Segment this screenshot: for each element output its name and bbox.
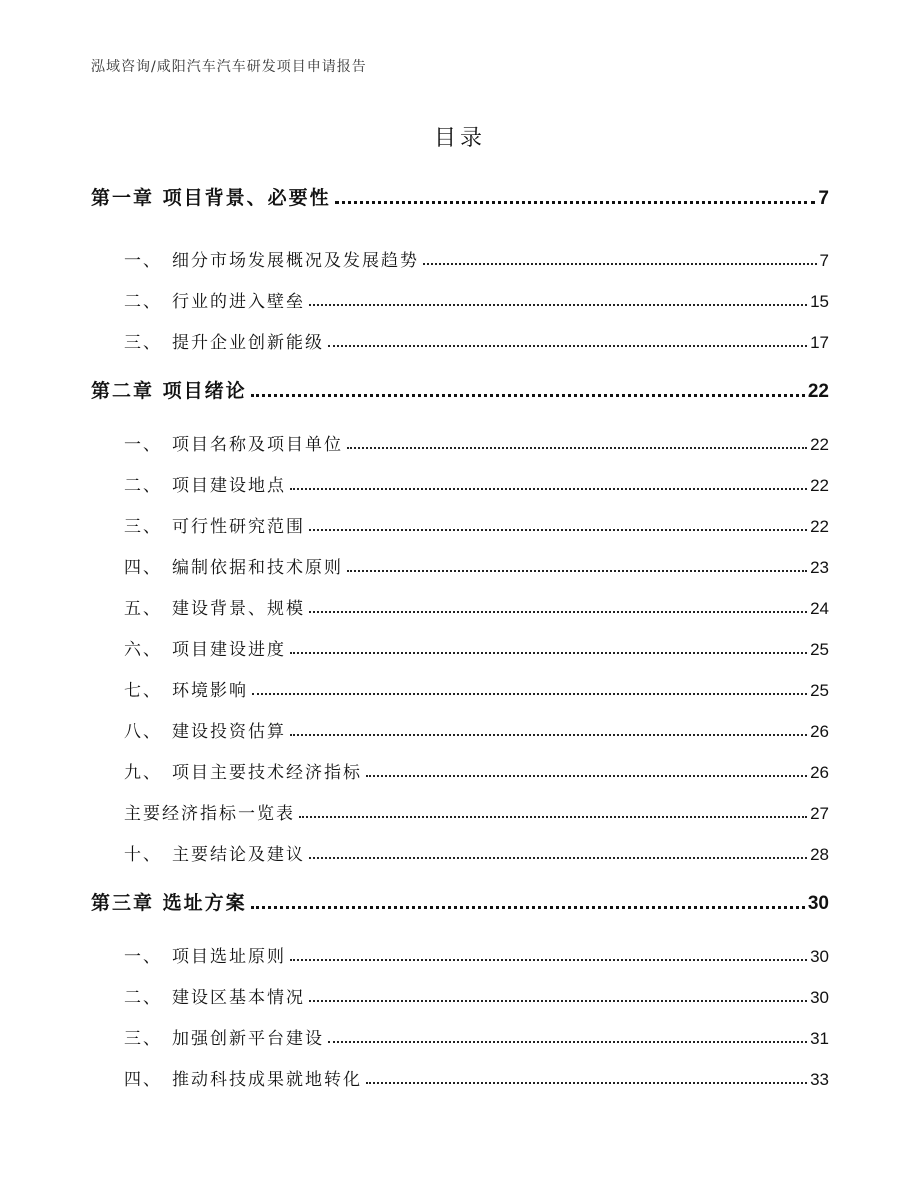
- toc-entry-number: 四、: [124, 558, 162, 578]
- toc-entry-label: [124, 512, 309, 537]
- toc-page-number: 7: [818, 188, 829, 209]
- toc-entry-text: 第三章 选址方案: [91, 892, 247, 914]
- toc-entry-label: [124, 1024, 328, 1049]
- toc-entry-text: 第一章 项目背景、必要性: [91, 187, 331, 209]
- toc-section-entry[interactable]: [124, 466, 829, 496]
- toc-page-number: 26: [810, 722, 829, 741]
- toc-entry-number: 六、: [124, 640, 162, 660]
- dot-leader: [366, 1082, 807, 1084]
- dot-leader: [251, 906, 805, 909]
- toc-entry-number: 三、: [124, 333, 162, 353]
- dot-leader: [251, 394, 805, 397]
- toc-page-number: 26: [810, 763, 829, 782]
- toc-entry-text: 项目选址原则: [172, 947, 286, 967]
- toc-page-number: 33: [810, 1070, 829, 1089]
- toc-entry-label: [124, 758, 366, 783]
- toc-section-entry[interactable]: [124, 548, 829, 578]
- dot-leader: [328, 345, 807, 347]
- toc-title: 目录: [433, 126, 486, 151]
- toc-entry-label: [124, 430, 347, 455]
- toc-entry-text: 项目名称及项目单位: [172, 435, 343, 455]
- toc-entry-text: 建设区基本情况: [172, 988, 305, 1008]
- toc-entry-label: [91, 376, 251, 403]
- toc-entry-text: 主要结论及建议: [172, 845, 305, 865]
- toc-section-entry[interactable]: [124, 1019, 829, 1049]
- toc-section-entry[interactable]: [124, 282, 829, 312]
- toc-entry-number: 二、: [124, 988, 162, 1008]
- toc-entry-label: [91, 888, 251, 915]
- toc-entry-number: 七、: [124, 681, 162, 701]
- dot-leader: [366, 775, 807, 777]
- dot-leader: [290, 734, 807, 736]
- toc-entry-text: 项目建设进度: [172, 640, 286, 660]
- toc-section-entry[interactable]: [124, 323, 829, 353]
- toc-entry-label: [124, 287, 309, 312]
- toc-entry-text: 项目主要技术经济指标: [172, 763, 362, 783]
- toc-page-number: 22: [810, 435, 829, 454]
- toc-entry-text: 建设投资估算: [172, 722, 286, 742]
- toc-entry-label: [124, 840, 309, 865]
- toc-page-number: 25: [810, 681, 829, 700]
- toc-section-entry[interactable]: [124, 241, 829, 271]
- toc-entry-label: [124, 983, 309, 1008]
- toc-page-number: 24: [810, 599, 829, 618]
- toc-section-entry[interactable]: [124, 507, 829, 537]
- toc-entry-label: [124, 246, 423, 271]
- toc-page-number: 22: [810, 476, 829, 495]
- toc-entry-text: 编制依据和技术原则: [172, 558, 343, 578]
- toc-section-entry[interactable]: [124, 712, 829, 742]
- toc-entry-label: [124, 635, 290, 660]
- dot-leader: [290, 488, 807, 490]
- toc-entry-label: [124, 471, 290, 496]
- toc-entry-number: 五、: [124, 599, 162, 619]
- toc-section-entry[interactable]: [124, 937, 829, 967]
- toc-section-entry[interactable]: [124, 630, 829, 660]
- toc-section-entry[interactable]: [124, 671, 829, 701]
- toc-entry-text: 提升企业创新能级: [172, 333, 324, 353]
- toc-entry-text: 推动科技成果就地转化: [172, 1070, 362, 1090]
- toc-entry-label: [124, 676, 252, 701]
- dot-leader: [328, 1041, 807, 1043]
- toc-page-number: 27: [810, 804, 829, 823]
- toc-entry-text: 行业的进入壁垒: [172, 292, 305, 312]
- toc-entry-text: 主要经济指标一览表: [124, 804, 295, 824]
- toc-page-number: 28: [810, 845, 829, 864]
- toc-entry-label: [91, 183, 335, 210]
- toc-page-number: 30: [810, 947, 829, 966]
- toc-section-entry[interactable]: [124, 425, 829, 455]
- toc-chapter-entry[interactable]: [91, 373, 829, 403]
- dot-leader: [299, 816, 807, 818]
- toc-entry-number: 一、: [124, 251, 162, 271]
- toc-page-number: 15: [810, 292, 829, 311]
- toc-entry-number: 十、: [124, 845, 162, 865]
- toc-entry-label: [124, 942, 290, 967]
- dot-leader: [347, 570, 807, 572]
- toc-entry-label: [124, 594, 309, 619]
- toc-section-entry[interactable]: [124, 794, 829, 824]
- toc-entry-number: 三、: [124, 517, 162, 537]
- toc-page-number: 30: [810, 988, 829, 1007]
- dot-leader: [335, 201, 816, 204]
- toc-entry-number: 三、: [124, 1029, 162, 1049]
- toc-section-entry[interactable]: [124, 753, 829, 783]
- toc-entry-label: [124, 553, 347, 578]
- toc-entry-label: [124, 717, 290, 742]
- toc-page-number: 31: [810, 1029, 829, 1048]
- toc-entry-text: 建设背景、规模: [172, 599, 305, 619]
- toc-page-number: 17: [810, 333, 829, 352]
- toc-entry-number: 二、: [124, 292, 162, 312]
- toc-section-entry[interactable]: [124, 589, 829, 619]
- toc-entry-number: 九、: [124, 763, 162, 783]
- toc-entry-number: 二、: [124, 476, 162, 496]
- dot-leader: [309, 611, 807, 613]
- dot-leader: [290, 959, 807, 961]
- dot-leader: [309, 304, 807, 306]
- toc-section-entry[interactable]: [124, 978, 829, 1008]
- toc-entry-label: [124, 328, 328, 353]
- toc-page-number: 22: [807, 381, 829, 402]
- toc-entry-label: [124, 799, 299, 824]
- toc-chapter-entry[interactable]: [91, 180, 829, 210]
- dot-leader: [309, 1000, 807, 1002]
- toc-page-number: 30: [807, 893, 829, 914]
- toc-entry-text: 细分市场发展概况及发展趋势: [172, 251, 419, 271]
- dot-leader: [423, 263, 817, 265]
- toc-section-entry[interactable]: [124, 1060, 829, 1090]
- toc-entry-text: 项目建设地点: [172, 476, 286, 496]
- toc-entry-number: 一、: [124, 435, 162, 455]
- dot-leader: [309, 529, 807, 531]
- toc-page-number: 23: [810, 558, 829, 577]
- dot-leader: [347, 447, 807, 449]
- toc-chapter-entry[interactable]: [91, 885, 829, 915]
- toc-page-number: 22: [810, 517, 829, 536]
- toc-entry-number: 八、: [124, 722, 162, 742]
- toc-page-number: 7: [819, 251, 829, 270]
- running-header: 泓域咨询/咸阳汽车汽车研发项目申请报告: [91, 59, 367, 75]
- toc-entry-text: 可行性研究范围: [172, 517, 305, 537]
- toc-entry-text: 第二章 项目绪论: [91, 380, 247, 402]
- toc-entry-number: 一、: [124, 947, 162, 967]
- toc-entry-label: [124, 1065, 366, 1090]
- toc-entry-number: 四、: [124, 1070, 162, 1090]
- toc-page-number: 25: [810, 640, 829, 659]
- dot-leader: [252, 693, 807, 695]
- toc-section-entry[interactable]: [124, 835, 829, 865]
- toc-entry-text: 环境影响: [172, 681, 248, 701]
- toc-entry-text: 加强创新平台建设: [172, 1029, 324, 1049]
- dot-leader: [290, 652, 807, 654]
- dot-leader: [309, 857, 807, 859]
